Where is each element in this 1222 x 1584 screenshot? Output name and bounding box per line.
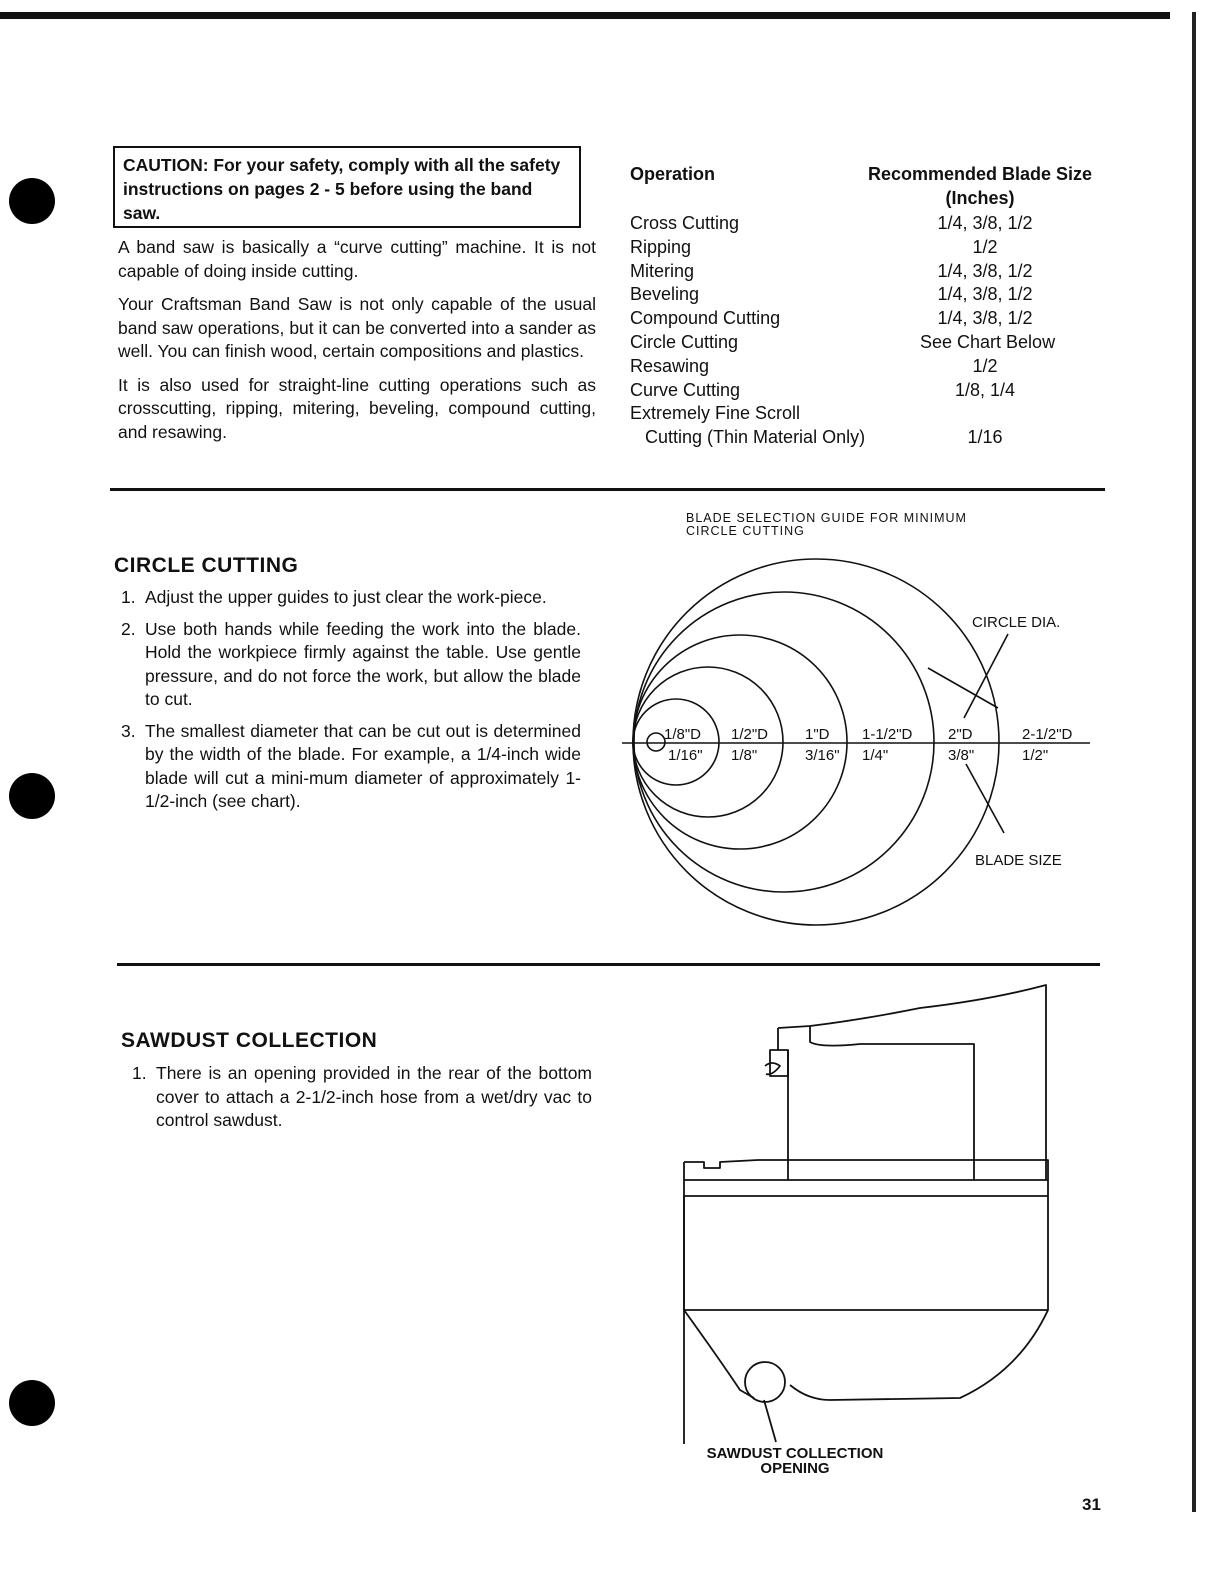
intro-text: [118, 236, 596, 454]
operations-rows: [630, 212, 1110, 450]
diameter-label: 2"D: [948, 726, 973, 743]
sawdust-steps: [132, 1062, 592, 1141]
blade-size-leader: [966, 764, 1004, 833]
page-number: 31: [1082, 1495, 1101, 1514]
opening-leader: [764, 1400, 776, 1442]
table-row: Extremely Fine Scroll: [630, 403, 801, 424]
blade-selection-diagram: [600, 540, 1100, 940]
table-row: Cutting (Thin Material Only) 1/16: [630, 427, 1003, 448]
list-item: 2. Use both hands while feeding the work into the blade. Hold the workpiece firmly against the table. Use gentle pressure, and do not force the work, but allow the blade to cut.: [121, 618, 581, 709]
table-row: Curve Cutting 1/8, 1/4: [630, 379, 1016, 400]
upper-arm: [778, 985, 1046, 1180]
col-header-inches: (Inches): [945, 188, 1015, 208]
blade-label: 3/8": [948, 747, 975, 764]
caution-box: CAUTION: For your safety, comply with all the safety instructions on pages 2 - 5 before using the band saw.: [113, 146, 581, 228]
cover-bottom: [790, 1310, 1048, 1400]
blade-size-label: BLADE SIZE: [975, 852, 1062, 869]
table-row: Resawing 1/2: [630, 355, 998, 376]
circle-1-8: [647, 733, 665, 751]
section-divider: [110, 488, 1105, 491]
intro-paragraph: It is also used for straight-line cutting operations such as crosscutting, ripping, mitering, beveling, compound cutting, and resawing.: [118, 374, 596, 442]
binder-hole: [9, 1380, 55, 1426]
operations-table: [630, 164, 1110, 450]
right-edge-rule: [1192, 12, 1196, 1512]
table-top: [684, 1160, 1048, 1196]
table-row: Circle Cutting See Chart Below: [630, 331, 1056, 352]
binder-hole: [9, 773, 55, 819]
sawdust-opening: [745, 1362, 785, 1402]
circle-dia-label: CIRCLE DIA.: [972, 614, 1061, 631]
top-rule: [0, 12, 1170, 19]
diameter-label: 1/8"D: [664, 726, 702, 743]
blade-label: 1/8": [731, 747, 758, 764]
sawdust-heading: SAWDUST COLLECTION: [121, 1029, 378, 1052]
diameter-label: 1"D: [805, 726, 830, 743]
list-item: 1. Adjust the upper guides to just clear the work-piece.: [121, 587, 547, 607]
table-row: Mitering 1/4, 3/8, 1/2: [630, 260, 1033, 281]
table-row: Ripping 1/2: [630, 236, 998, 257]
circle-cutting-steps: [121, 586, 581, 822]
blade-label: 1/16": [668, 747, 703, 764]
blade-label: 1/4": [862, 747, 889, 764]
blade-label: 1/2": [1022, 747, 1049, 764]
circle-dia-leader: [964, 634, 1008, 718]
band-saw-illustration: [660, 980, 1100, 1450]
circle-cutting-heading: CIRCLE CUTTING: [114, 554, 299, 577]
blade-label: 3/16": [805, 747, 840, 764]
upper-arm-inner: [810, 1026, 974, 1180]
sawdust-opening-label: SAWDUST COLLECTION OPENING: [706, 1445, 884, 1477]
base-cabinet: [684, 1196, 1048, 1310]
table-row: Compound Cutting 1/4, 3/8, 1/2: [630, 308, 1033, 329]
diameter-label: 1/2"D: [731, 726, 769, 743]
intro-paragraph: A band saw is basically a “curve cutting” machine. It is not capable of doing inside cutting.: [118, 237, 596, 281]
section-divider: [117, 963, 1100, 966]
guide-title: BLADE SELECTION GUIDE FOR MINIMUM CIRCLE CUTTING: [686, 511, 967, 538]
cover-left: [684, 1310, 754, 1398]
binder-hole: [9, 178, 55, 224]
guide-knob: [765, 1063, 780, 1074]
list-item: 1. There is an opening provided in the rear of the bottom cover to attach a 2-1/2-inch hose from a wet/dry vac to control sawdust.: [132, 1063, 592, 1130]
table-row: Beveling 1/4, 3/8, 1/2: [630, 284, 1033, 305]
intro-paragraph: Your Craftsman Band Saw is not only capable of the usual band saw operations, but it can be converted into a sander as well. You can finish wood, certain compositions and plastics.: [118, 294, 596, 361]
list-item: 3. The smallest diameter that can be cut out is determined by the width of the blade. For example, a 1/4-inch wide blade will cut a mini-mum diameter of approximately 1-1/2-inch (see chart).: [121, 720, 581, 811]
diameter-label: 1-1/2"D: [862, 726, 913, 743]
table-row: Cross Cutting 1/4, 3/8, 1/2: [630, 213, 1033, 233]
col-header-blade-size: Recommended Blade Size: [867, 164, 1093, 184]
col-header-operation: Operation: [630, 164, 716, 184]
diameter-label: 2-1/2"D: [1022, 726, 1073, 743]
